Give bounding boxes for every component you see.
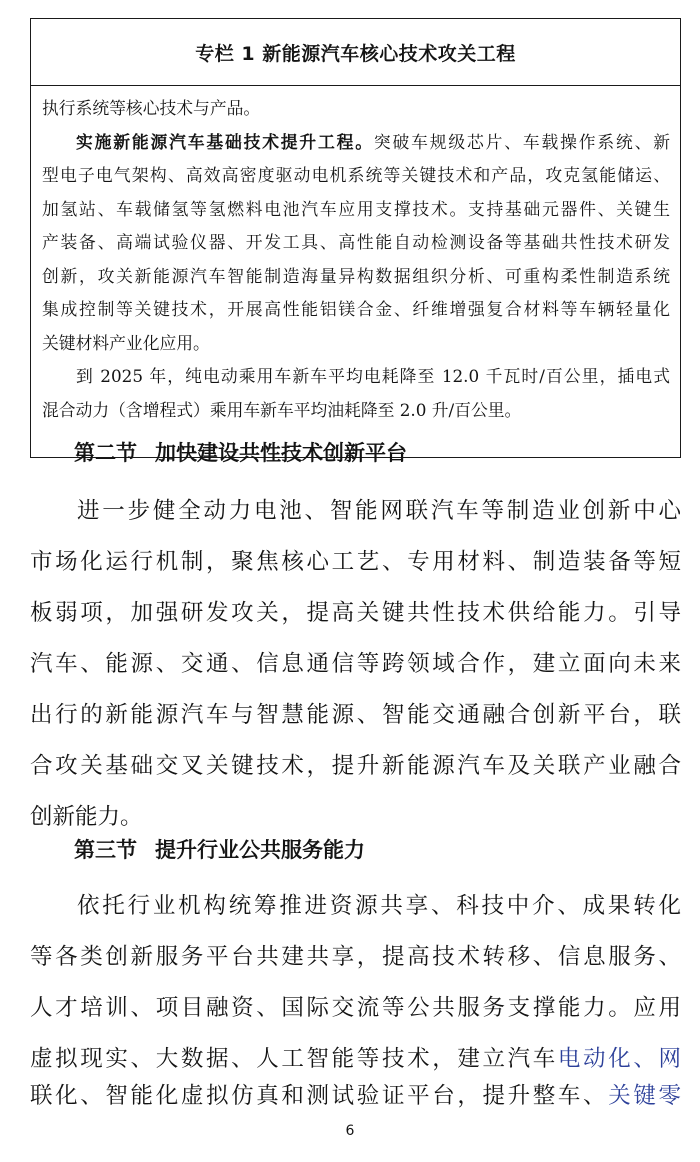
paragraph-line: 进一步健全动力电池、智能网联汽车等制造业创新中心 <box>77 498 681 524</box>
paragraph-line: 出行的新能源汽车与智慧能源、智能交通融合创新平台，联 <box>30 702 681 728</box>
line-text: 联化、智能化虚拟仿真和测试验证平台，提升整车、 <box>30 1083 609 1109</box>
box-line <box>42 126 670 160</box>
box-line: 型电子电气架构、高效高密度驱动电机系统等关键技术和产品，攻克氢能储运、 <box>42 165 670 185</box>
paragraph-line <box>30 1039 681 1079</box>
section-3-number: 第三节 <box>74 838 137 862</box>
line-text: 虚拟现实、大数据、人工智能等技术，建立汽车 <box>30 1046 558 1072</box>
paragraph-line <box>30 1076 681 1116</box>
section-3-heading <box>74 834 365 864</box>
box-line: 到 2025 年，纯电动乘用车新车平均电耗降至 12.0 千瓦时/百公里，插电式 <box>76 366 670 386</box>
section-3-title: 提升行业公共服务能力 <box>155 838 365 862</box>
box-line: 产装备、高端试验仪器、开发工具、高性能自动检测设备等基础共性技术研发 <box>42 232 670 252</box>
box-line: 执行系统等核心技术与产品。 <box>42 98 261 118</box>
section-2-number: 第二节 <box>74 441 137 465</box>
paragraph-line: 板弱项，加强研发攻关，提高关键共性技术供给能力。引导 <box>30 600 681 626</box>
paragraph-line: 等各类创新服务平台共建共享，提高技术转移、信息服务、 <box>30 944 681 970</box>
paragraph-line: 人才培训、项目融资、国际交流等公共服务支撑能力。应用 <box>30 995 681 1021</box>
page-number: 6 <box>345 1123 355 1139</box>
box-line-text: 突破车规级芯片、车载操作系统、新 <box>373 131 670 152</box>
paragraph-line: 合攻关基础交叉关键技术，提升新能源汽车及关联产业融合 <box>30 753 681 779</box>
box-line: 创新，攻关新能源汽车智能制造海量异构数据组织分析、可重构柔性制造系统 <box>42 265 670 286</box>
box-line: 加氢站、车载储氢等氢燃料电池汽车应用支撑技术。支持基础元器件、关键生 <box>42 198 670 219</box>
paragraph-line: 创新能力。 <box>30 804 143 830</box>
section-2-title: 加快建设共性技术创新平台 <box>155 441 407 465</box>
box-body <box>31 86 680 427</box>
paragraph-line: 依托行业机构统筹推进资源共享、科技中介、成果转化 <box>77 893 681 919</box>
feature-box <box>30 18 681 458</box>
box-line: 集成控制等关键技术，开展高性能铝镁合金、纤维增强复合材料等车辆轻量化 <box>42 299 670 319</box>
paragraph-line: 汽车、能源、交通、信息通信等跨领域合作，建立面向未来 <box>30 651 681 677</box>
section-2-heading <box>74 437 407 467</box>
box-line: 混合动力（含增程式）乘用车新车平均油耗降至 2.0 升/百公里。 <box>42 399 522 420</box>
highlighted-text: 电动化、网 <box>557 1046 681 1072</box>
paragraph-line: 市场化运行机制，聚焦核心工艺、专用材料、制造装备等短 <box>30 549 681 575</box>
box-line: 关键材料产业化应用。 <box>42 332 210 353</box>
highlighted-text: 关键零 <box>608 1083 681 1109</box>
box-title: 专栏 1 新能源汽车核心技术攻关工程 <box>31 19 680 86</box>
box-bold-lead: 实施新能源汽车基础技术提升工程。 <box>76 131 374 152</box>
